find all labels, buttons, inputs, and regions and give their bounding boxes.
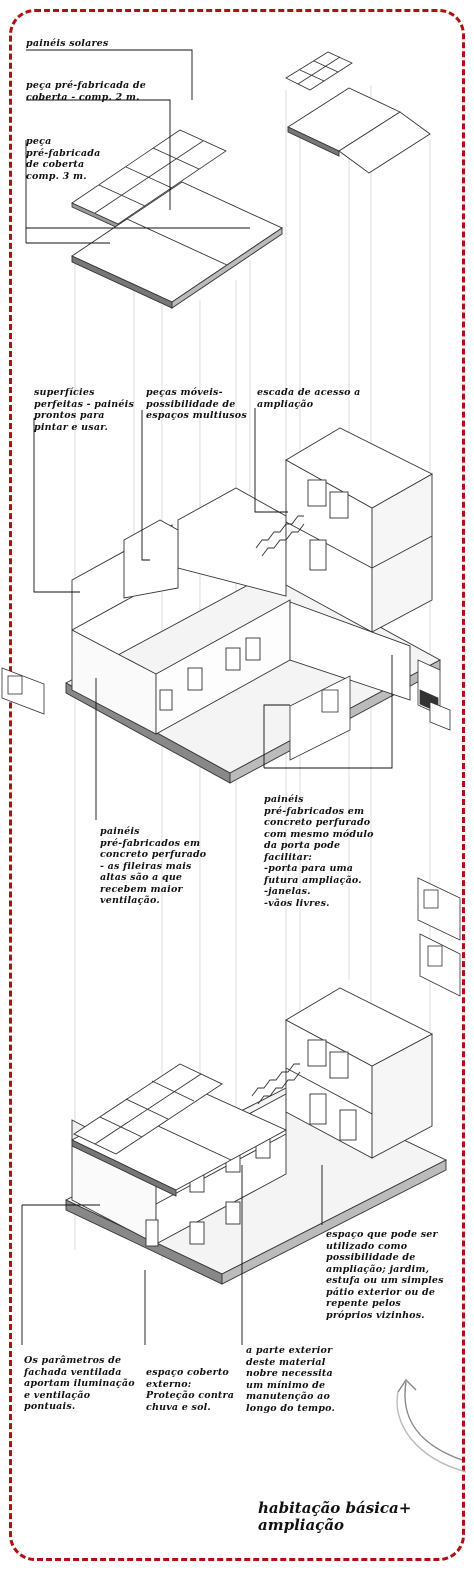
curved-arrow-icon [397, 1380, 466, 1472]
label-cobertura-2m: peça pré-fabricada de coberta - comp. 2 m. [26, 80, 146, 103]
solar-panels-right [286, 52, 352, 90]
roof-right [288, 88, 430, 173]
label-espaco-coberto: espaço coberto externo: Proteção contra chuva e sol. [146, 1367, 235, 1413]
house-upper [66, 428, 440, 783]
label-paineis-concreto: painéis pré-fabricados em concreto perfurado - as fileiras mais altas são a que recebem maior ventilação. [100, 826, 207, 906]
page-title: habitação básica+ ampliação [258, 1499, 412, 1534]
label-pecas-moveis: peças móveis- possibilidade de espaços multiusos [146, 387, 247, 421]
label-paineis-solares: painéis solares [26, 38, 109, 49]
label-espaco-ampliacao: espaço que pode ser utilizado como possibilidade de ampliação; jardim, estufa ou um simples pátio exterior ou de repente pelos próprios vizinhos. [326, 1229, 444, 1321]
label-paineis-porta: painéis pré-fabricados em concreto perfurado com mesmo módulo da porta pode facilitar: -porta para uma futura ampliação. -janelas. -vãos livres. [264, 794, 374, 909]
label-fachada: Os parâmetros de fachada ventilada aportam iluminação e ventilação pontuais. [24, 1355, 135, 1412]
label-escada: escada de acesso a ampliação [257, 387, 361, 410]
label-parte-exterior: a parte exterior deste material nobre necessita um mínimo de manutenção ao longo do tempo. [246, 1345, 336, 1414]
label-superficies: superfícies perfeitas - painéis prontos para pintar e usar. [34, 387, 134, 433]
label-cobertura-3m: peça pré-fabricada de coberta comp. 3 m. [26, 136, 101, 182]
